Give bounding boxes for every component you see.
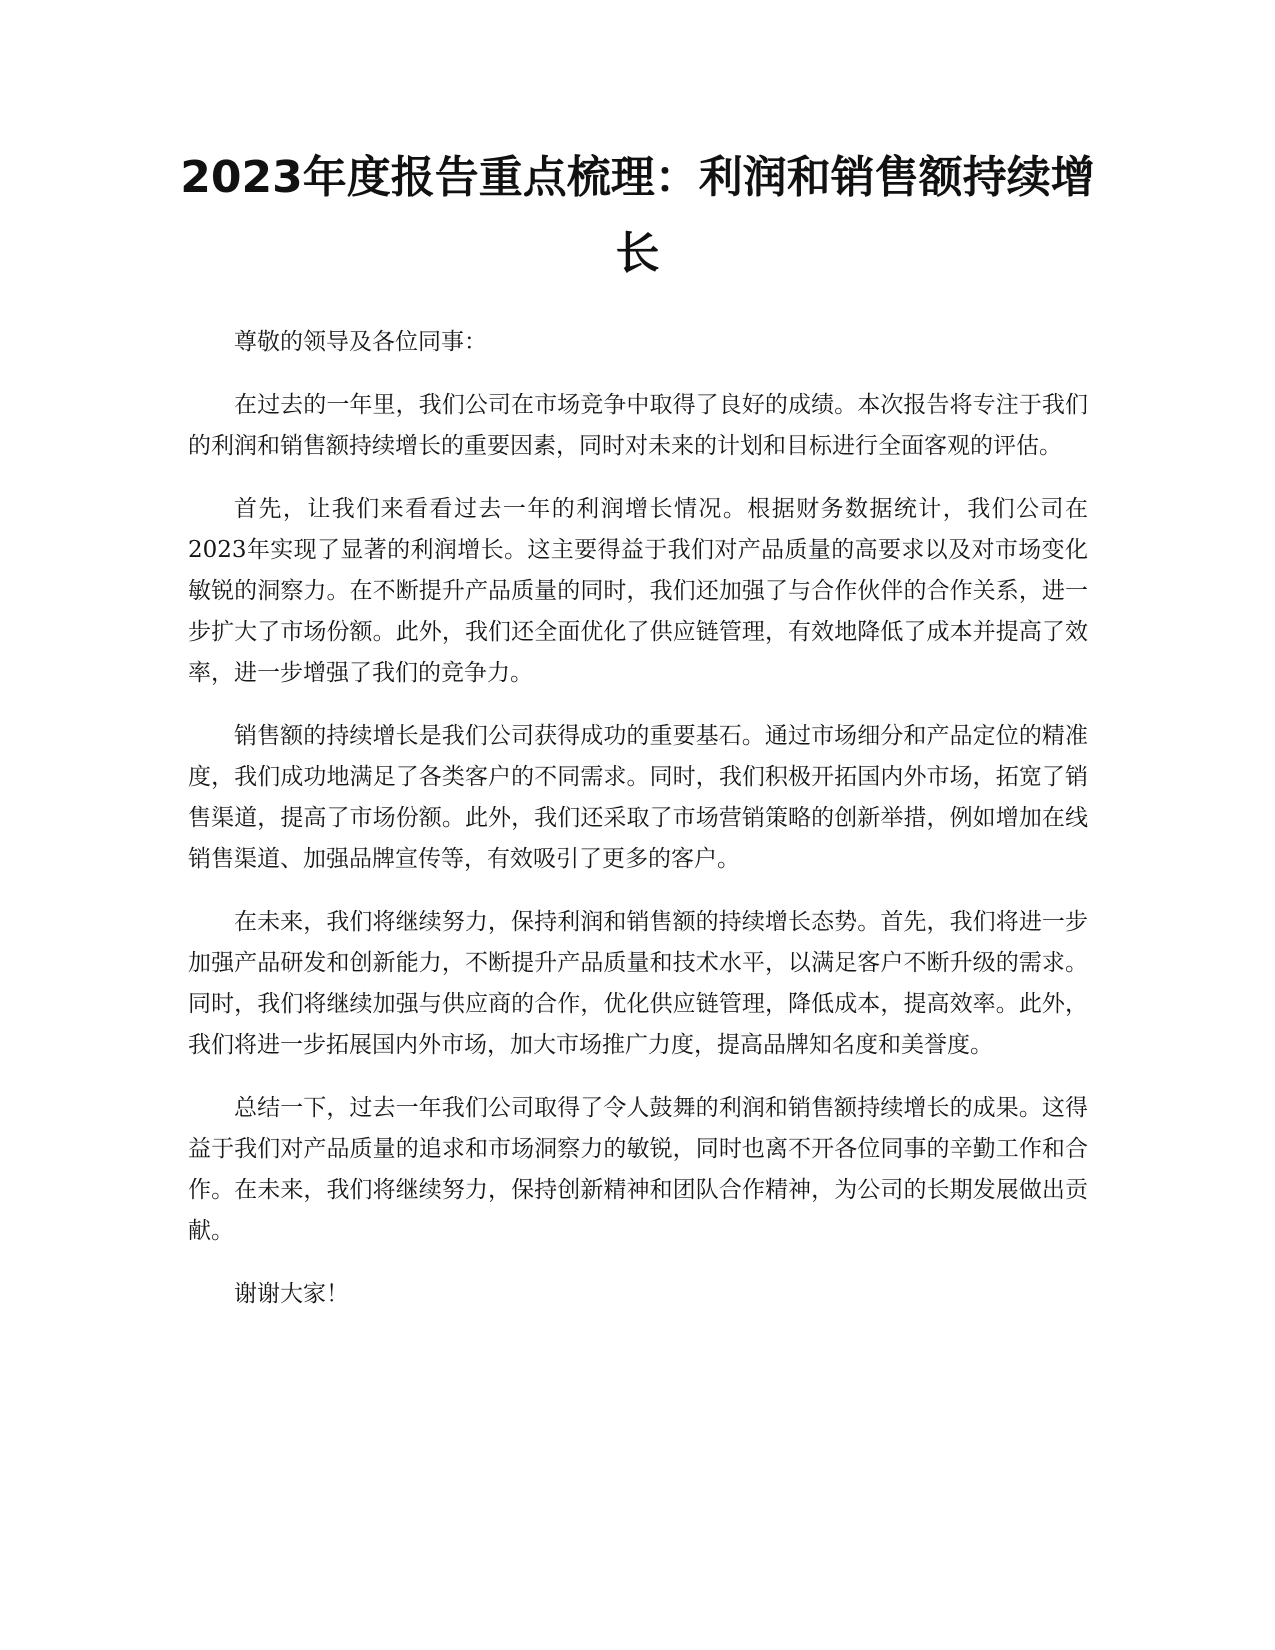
salutation-paragraph: 尊敬的领导及各位同事： (234, 329, 487, 355)
sales-growth-paragraph: 销售额的持续增长是我们公司获得成功的重要基石。通过市场细分和产品定位的精准度，我们成功地满足了各类客户的不同需求。同时，我们积极开拓国内外市场，拓宽了销售渠道，提高了市场份额。此外，我们还采取了市场营销策略的创新举措，例如增加在线销售渠道、加强品牌宣传等，有效吸引了更多的客户。 (188, 723, 1088, 872)
document-title: 2023年度报告重点梳理：利润和销售额持续增长 (180, 152, 1095, 279)
summary-paragraph: 总结一下，过去一年我们公司取得了令人鼓舞的利润和销售额持续增长的成果。这得益于我们对产品质量的追求和市场洞察力的敏锐，同时也离不开各位同事的辛勤工作和合作。在未来，我们将继续努力，保持创新精神和团队合作精神，为公司的长期发展做出贡献。 (188, 1095, 1088, 1244)
future-plan-paragraph: 在未来，我们将继续努力，保持利润和销售额的持续增长态势。首先，我们将进一步加强产品研发和创新能力，不断提升产品质量和技术水平，以满足客户不断升级的需求。同时，我们将继续加强与供应商的合作，优化供应链管理，降低成本，提高效率。此外，我们将进一步拓展国内外市场，加大市场推广力度，提高品牌知名度和美誉度。 (188, 909, 1088, 1058)
document-body (188, 322, 1088, 1337)
profit-growth-paragraph: 首先，让我们来看看过去一年的利润增长情况。根据财务数据统计，我们公司在2023年实现了显著的利润增长。这主要得益于我们对产品质量的高要求以及对市场变化敏锐的洞察力。在不断提升产品质量的同时，我们还加强了与合作伙伴的合作关系，进一步扩大了市场份额。此外，我们还全面优化了供应链管理，有效地降低了成本并提高了效率，进一步增强了我们的竞争力。 (188, 496, 1088, 686)
intro-paragraph: 在过去的一年里，我们公司在市场竞争中取得了良好的成绩。本次报告将专注于我们的利润和销售额持续增长的重要因素，同时对未来的计划和目标进行全面客观的评估。 (188, 392, 1088, 459)
closing-paragraph: 谢谢大家！ (234, 1281, 349, 1307)
